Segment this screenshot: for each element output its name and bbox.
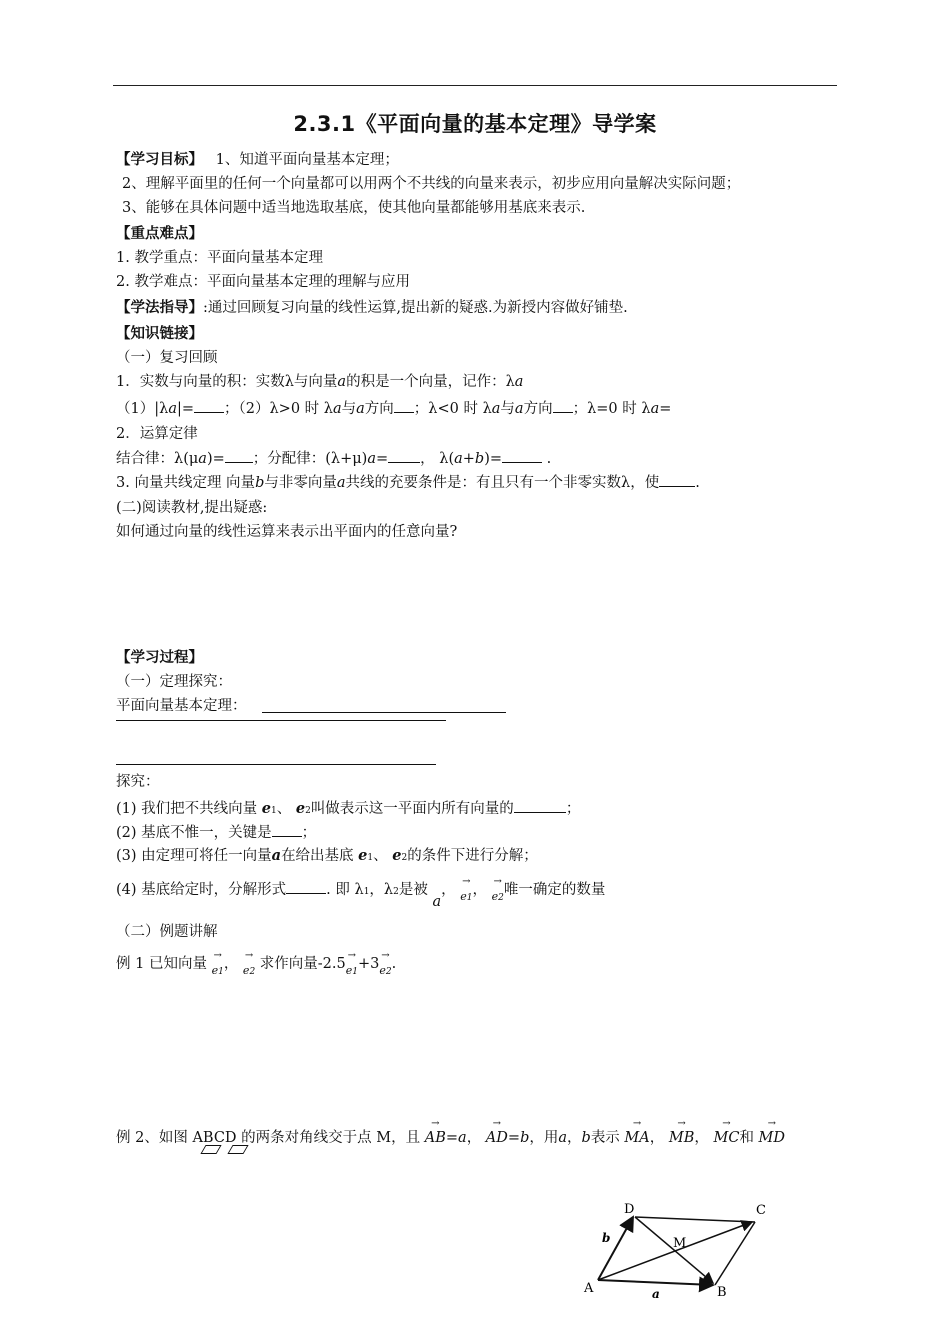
- arrow-icon: →: [767, 1118, 776, 1129]
- symbol-b: b: [520, 1130, 530, 1146]
- arrow-icon: →: [722, 1118, 731, 1129]
- theorem-blank-2[interactable]: [116, 720, 446, 721]
- symbol-e: e: [242, 964, 250, 977]
- knowledge-line-4: 结合律：λ(μa)= ；分配律：(λ+μ)a= ， λ(a+b)= .: [116, 448, 551, 469]
- text-fragment: ， λ(: [420, 451, 455, 467]
- arrow-icon: →: [462, 876, 471, 887]
- label-side-b: b: [602, 1231, 611, 1245]
- arrow-icon: →: [244, 950, 254, 961]
- side-AD: [598, 1217, 633, 1280]
- blank-line[interactable]: [553, 398, 573, 413]
- symbol-b: b: [255, 475, 265, 491]
- subscript: 1: [218, 967, 224, 977]
- blank-line[interactable]: [514, 798, 566, 813]
- label-B: B: [717, 1285, 727, 1300]
- text-fragment: )=: [484, 451, 503, 467]
- text-fragment: 与: [341, 401, 357, 417]
- text-fragment: ，: [472, 882, 487, 898]
- text-fragment: ，: [694, 1130, 709, 1146]
- label-D: D: [624, 1202, 635, 1217]
- label-side-a: a: [652, 1287, 660, 1301]
- keypoint-1: 1. 教学重点：平面向量基本定理: [116, 250, 323, 266]
- symbol-a: a: [271, 847, 282, 864]
- keypoints-label: 【重点难点】: [116, 225, 203, 242]
- symbol-a: a: [367, 451, 376, 467]
- parallelogram-figure: [580, 1190, 780, 1302]
- knowledge-label: 【知识链接】: [116, 325, 203, 342]
- symbol-e: e: [392, 847, 402, 864]
- text-fragment: 叫做表示这一平面内所有向量的: [310, 801, 514, 817]
- text-fragment: =: [375, 451, 389, 467]
- text-fragment: . 即 λ: [326, 882, 364, 898]
- symbol-b: b: [581, 1130, 591, 1146]
- vector-AB: [425, 1120, 446, 1148]
- text-fragment: 与: [500, 401, 515, 417]
- text-fragment: 共线的充要条件是：有且只有一个非零实数λ，使: [345, 475, 660, 491]
- objective-3: 3、能够在具体问题中适当地选取基底，使其他向量都能够用基底来表示.: [122, 200, 586, 216]
- text-fragment: ；λ=0 时 λ: [572, 401, 651, 417]
- text-fragment: 方向: [364, 401, 394, 417]
- vector-e1: [460, 878, 472, 908]
- text-fragment: )=: [206, 451, 225, 467]
- symbol-a: a: [514, 401, 524, 417]
- knowledge-line-2: [116, 398, 671, 419]
- text-fragment: ，: [649, 1130, 665, 1146]
- explore-4: [116, 872, 606, 910]
- blank-line[interactable]: [394, 398, 414, 413]
- vector-e1: [346, 952, 358, 982]
- arrow-icon: →: [493, 876, 502, 887]
- vector-label: MB: [668, 1130, 695, 1146]
- subscript: 2: [249, 967, 256, 977]
- theorem-line: [116, 696, 247, 716]
- text-fragment: 唯一确定的数量: [503, 882, 606, 898]
- vector-label: MA: [624, 1130, 650, 1146]
- blank-line[interactable]: [194, 398, 224, 413]
- method-label: 【学法指导】: [116, 299, 203, 316]
- subscript: 2: [385, 967, 392, 977]
- side-AB: [598, 1280, 713, 1285]
- header-rule: [113, 85, 837, 86]
- text-fragment: 在给出基底: [281, 848, 354, 864]
- symbol-a: a: [454, 451, 463, 467]
- arrow-icon: →: [213, 950, 222, 961]
- method-line: [116, 298, 628, 318]
- process-sub-2: （二）例题讲解: [116, 924, 218, 940]
- text-fragment: 3. 向量共线定理 向量: [116, 475, 256, 491]
- symbol-e: e: [460, 890, 467, 903]
- text-fragment: 和: [739, 1130, 754, 1146]
- keypoint-2: 2. 教学难点：平面向量基本定理的理解与应用: [116, 274, 410, 290]
- text-fragment: (1) 我们把不共线向量: [116, 801, 258, 817]
- symbol-a: a: [514, 374, 524, 390]
- symbol-e: e: [491, 890, 499, 903]
- text-fragment: （1）|λ: [116, 401, 169, 417]
- symbol-e: e: [345, 964, 353, 977]
- text-fragment: 表示: [590, 1130, 620, 1146]
- text-fragment: ；: [301, 825, 317, 841]
- parallelogram-icons: [200, 1142, 249, 1158]
- subscript: 1: [271, 806, 277, 816]
- arrow-icon: →: [381, 950, 390, 961]
- text-fragment: ，: [466, 1130, 482, 1146]
- arrow-icon: →: [677, 1118, 686, 1129]
- theorem-blank-3[interactable]: [116, 764, 436, 765]
- vector-AD: [486, 1120, 508, 1148]
- text-fragment: ，: [223, 956, 239, 972]
- symbol-a: a: [356, 401, 365, 417]
- text-fragment: 结合律：λ(μ: [116, 451, 199, 467]
- text-fragment: ；: [565, 801, 581, 817]
- vector-MA: [624, 1120, 649, 1148]
- symbol-e: e: [358, 847, 368, 864]
- blank-line[interactable]: [659, 472, 695, 487]
- text-fragment: 1．实数与向量的积：实数λ与向量: [116, 374, 338, 390]
- subscript: 1: [352, 967, 358, 977]
- vector-label: MD: [758, 1130, 786, 1146]
- objective-1: 1、知道平面向量基本定理；: [215, 152, 399, 168]
- arrow-icon: →: [492, 1118, 502, 1129]
- vector-label: MC: [713, 1130, 740, 1146]
- text-fragment: 、: [276, 801, 292, 817]
- subscript: 2: [498, 893, 504, 903]
- text-fragment: =: [445, 1130, 459, 1146]
- symbol-e: e: [261, 800, 271, 817]
- text-fragment: =: [659, 401, 672, 417]
- subscript: 1: [367, 853, 374, 863]
- vector-a: a: [432, 894, 442, 910]
- review-heading: （一）复习回顾: [116, 350, 218, 366]
- text-fragment: ，: [567, 1130, 582, 1146]
- process-sub-1: （一）定理探究：: [116, 674, 232, 690]
- text-fragment: (4) 基底给定时，分解形式: [116, 882, 287, 898]
- text-fragment: (3) 由定理可将任一向量: [116, 848, 272, 864]
- text-fragment: 、: [373, 848, 388, 864]
- explore-label: 探究：: [116, 774, 160, 790]
- blank-line[interactable]: [502, 448, 542, 463]
- text-fragment: 方向: [523, 401, 553, 417]
- arrow-icon: →: [347, 950, 357, 961]
- subscript: 2: [401, 853, 408, 863]
- text-fragment: +: [462, 451, 475, 467]
- explore-2: [116, 822, 316, 843]
- text-fragment: (2) 基底不惟一，关键是: [116, 825, 272, 841]
- arrow-icon: →: [632, 1118, 642, 1129]
- blank-line[interactable]: [225, 448, 253, 463]
- explore-3: [116, 846, 538, 868]
- knowledge-line-6: (二)阅读教材,提出疑惑:: [116, 500, 268, 516]
- vector-MC: [713, 1120, 739, 1148]
- objectives-line-1: [116, 150, 399, 170]
- text-fragment: ；λ<0 时 λ: [413, 401, 492, 417]
- text-fragment: +3: [358, 956, 380, 972]
- text-fragment: 求作向量-2.5: [259, 956, 346, 972]
- text-fragment: 是被: [398, 882, 428, 898]
- knowledge-line-1: [116, 372, 523, 392]
- symbol-b: b: [474, 451, 485, 467]
- parallelogram-icon: [227, 1145, 248, 1154]
- symbol-a: a: [458, 1130, 467, 1146]
- vector-e1: [212, 952, 224, 982]
- objectives-label: 【学习目标】: [116, 151, 203, 168]
- example-1: [116, 946, 396, 976]
- vector-MD: [759, 1120, 785, 1148]
- text-fragment: ；（2）λ>0 时 λ: [224, 401, 333, 417]
- subscript: 1: [466, 893, 473, 903]
- label-C: C: [756, 1203, 766, 1218]
- text-fragment: |=: [176, 401, 195, 417]
- explore-1: [116, 798, 580, 821]
- label-A: A: [584, 1281, 594, 1296]
- symbol-e: e: [211, 964, 219, 977]
- vector-label: AB: [424, 1130, 446, 1146]
- objective-2: 2、理解平面里的任何一个向量都可以用两个不共线的向量来表示，初步应用向量解决实际问题；: [122, 176, 741, 192]
- theorem-label: 平面向量基本定理：: [116, 698, 247, 714]
- text-fragment: ，用: [529, 1130, 559, 1146]
- text-fragment: ；分配律：(λ+μ): [252, 451, 368, 467]
- symbol-a: a: [337, 374, 347, 390]
- blank-line[interactable]: [388, 448, 420, 463]
- text-fragment: 例 2、如图 ABCD 的两条对角线交于点 M，且: [116, 1130, 421, 1146]
- blank-line[interactable]: [272, 822, 302, 837]
- process-label: 【学习过程】: [116, 649, 203, 666]
- symbol-a: a: [650, 401, 660, 417]
- symbol-a: a: [168, 401, 177, 417]
- vector-MB: [669, 1120, 695, 1148]
- theorem-blank-1[interactable]: [262, 712, 506, 713]
- knowledge-line-3: 2．运算定律: [116, 426, 198, 442]
- symbol-a: a: [491, 401, 501, 417]
- text-fragment: 例 1 已知向量: [116, 956, 207, 972]
- text-fragment: 的条件下进行分解；: [407, 848, 538, 864]
- label-M: M: [673, 1236, 687, 1251]
- method-text: :通过回顾复习向量的线性运算,提出新的疑惑.为新授内容做好铺垫.: [203, 300, 628, 316]
- text-fragment: ，λ: [369, 882, 394, 898]
- blank-line[interactable]: [286, 879, 326, 894]
- page-title: 2.3.1《平面向量的基本定理》导学案: [293, 112, 657, 136]
- subscript: 2: [393, 887, 399, 897]
- symbol-a: a: [198, 451, 207, 467]
- vector-e2: [243, 952, 255, 982]
- symbol-a: a: [336, 475, 346, 491]
- side-DC: [635, 1217, 755, 1222]
- symbol-e: e: [295, 800, 306, 817]
- arrow-icon: →: [431, 1118, 440, 1129]
- vector-e2: [492, 878, 504, 908]
- text-fragment: .: [391, 956, 397, 972]
- symbol-a: a: [558, 1130, 568, 1146]
- symbol-e: e: [379, 964, 386, 977]
- knowledge-line-7: 如何通过向量的线性运算来表示出平面内的任意向量?: [116, 524, 458, 540]
- subscript: 2: [305, 806, 311, 816]
- text-fragment: ，: [441, 882, 456, 898]
- subscript: 1: [363, 887, 370, 897]
- vector-label: AD: [485, 1130, 508, 1146]
- knowledge-line-5: 3. 向量共线定理 向量b与非零向量a共线的充要条件是：有且只有一个非零实数λ，使 .: [116, 472, 700, 493]
- symbol-a: a: [332, 401, 342, 417]
- side-BC: [715, 1222, 755, 1285]
- text-fragment: 与非零向量: [264, 475, 337, 491]
- text-fragment: =: [507, 1130, 521, 1146]
- text-fragment: 的积是一个向量，记作：λ: [346, 374, 515, 390]
- vector-e2: [379, 952, 391, 982]
- parallelogram-icon: [200, 1145, 221, 1154]
